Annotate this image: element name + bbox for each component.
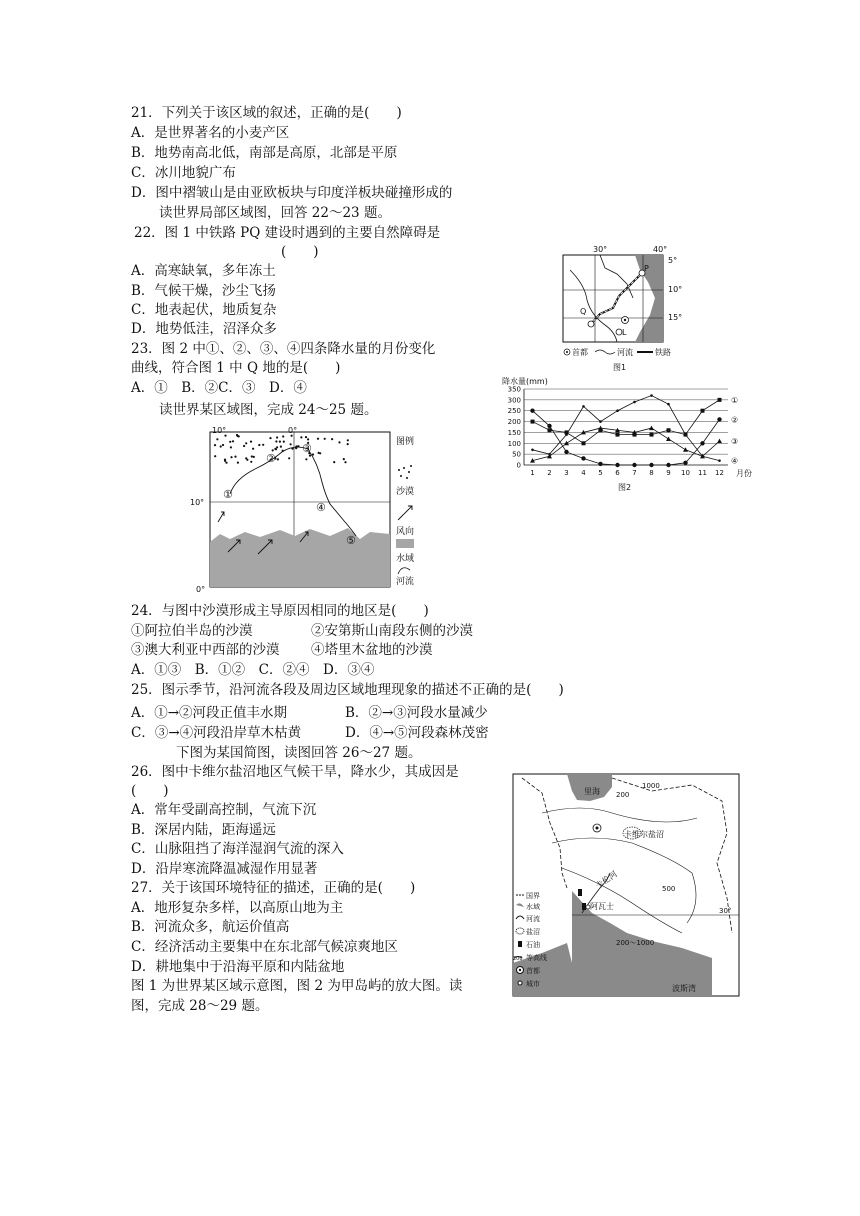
data-point (531, 449, 534, 452)
legend-rail: 铁路 (655, 348, 671, 357)
q26-stem: 26．图中卡维尔盐沼地区气候干旱，降水少，其成因是 (131, 764, 459, 780)
legend-contour-value: 200 (513, 956, 523, 962)
data-point (582, 441, 586, 445)
q27-stem: 27．关于该国环境特征的描述，正确的是( ) (131, 880, 416, 896)
data-point (649, 463, 653, 467)
q22-stem: 22．图 1 中铁路 PQ 建设时遇到的主要自然障碍是 (134, 225, 441, 241)
q24-item-4: ④塔里木盆地的沙漠 (311, 642, 433, 658)
legend-capital: 首都 (572, 348, 588, 357)
legend-desert-icon (398, 465, 412, 479)
x-tick-label: 8 (649, 469, 654, 477)
lon-10-label: 10° (212, 426, 227, 435)
data-point (582, 405, 585, 408)
intro-28-29-line1: 图 1 为世界某区域示意图，图 2 为甲岛屿的放大图。读 (131, 978, 463, 994)
data-point (632, 463, 636, 467)
q22-paren: ( ) (281, 244, 319, 260)
lon-30-label: 30° (593, 245, 608, 254)
data-point (598, 426, 603, 431)
national-border (522, 778, 732, 933)
q25-option-a: A．①→②河段正值丰水期 (131, 705, 288, 721)
label-l: L (622, 328, 627, 337)
x-tick-label: 2 (547, 469, 552, 477)
data-point (599, 420, 602, 423)
x-tick-label: 9 (666, 469, 671, 477)
point-q (588, 321, 594, 327)
data-point (548, 428, 552, 432)
q26-option-d: D．沿岸寒流降温减湿作用显著 (131, 861, 318, 877)
legend-river: 河流 (526, 915, 540, 923)
data-point (701, 455, 704, 458)
y-tick-label: 50 (512, 450, 521, 459)
map-q24-25 (190, 424, 425, 596)
data-point (650, 433, 654, 437)
data-point (598, 462, 602, 466)
x-tick-label: 12 (715, 469, 724, 477)
figure-2-chart (500, 373, 770, 495)
legend-water-icon (516, 903, 524, 907)
y-tick-label: 300 (507, 396, 521, 405)
legend-salt-icon (516, 928, 524, 934)
x-tick-label: 11 (698, 469, 707, 477)
data-point (666, 463, 670, 467)
intro-28-29-line2: 图，完成 28～29 题。 (131, 998, 269, 1014)
legend-title: 图例 (396, 437, 415, 447)
lat-5-label: 5° (668, 256, 678, 265)
q21-stem: 21．下列关于该区域的叙述，正确的是( ) (131, 105, 402, 121)
data-point (616, 433, 620, 437)
legend-city-icon (518, 981, 522, 985)
q27-option-a: A．地形复杂多样，以高原山地为主 (131, 900, 344, 916)
legend-desert: 沙漠 (396, 487, 415, 497)
q26-option-a: A．常年受副高控制，气流下沉 (131, 802, 317, 818)
data-point (683, 461, 687, 465)
data-point (666, 436, 671, 441)
series-line (533, 411, 720, 465)
legend-wind: 风向 (396, 527, 415, 537)
map-q26-27 (512, 773, 740, 997)
q25-option-c: C．③→④河段沿岸草木枯黄 (131, 725, 302, 741)
label-caspian: 里海 (584, 787, 600, 796)
legend-water: 水域 (396, 554, 415, 564)
contour-1000: 1000 (642, 782, 660, 790)
lon-0-label: 0° (288, 426, 298, 435)
x-tick-label: 7 (632, 469, 637, 477)
legend-contour: 等高线 (526, 954, 547, 962)
data-point (684, 433, 687, 436)
q26-option-c: C．山脉阻挡了海洋湿润气流的深入 (131, 841, 344, 857)
data-point (531, 420, 535, 424)
legend-border: 国界 (526, 892, 540, 900)
figure-2-caption: 图2 (618, 483, 632, 492)
data-point (683, 447, 688, 452)
data-point (717, 439, 722, 444)
data-point (650, 394, 653, 397)
series-label: ① (731, 395, 739, 405)
y-tick-label: 200 (507, 418, 521, 427)
data-point (701, 409, 705, 413)
data-point (717, 417, 721, 421)
y-tick-label: 350 (507, 385, 521, 394)
legend-river: 河流 (396, 577, 415, 587)
q24-options: A．①③ B．①② C．②④ D．③④ (131, 662, 375, 678)
river-path (230, 447, 356, 536)
y-tick-label: 250 (507, 407, 521, 416)
data-point (700, 441, 704, 445)
label-q: Q (580, 307, 587, 316)
y-axis-label: 降水量(mm) (502, 377, 548, 386)
data-point (564, 450, 568, 454)
q26-option-b: B．深居内陆，距海遥远 (131, 822, 276, 838)
data-point (564, 441, 569, 446)
label-karun: 卡伦河 (593, 869, 619, 891)
q22-option-c: C．地表起伏，地质复杂 (131, 302, 277, 318)
river-line (570, 270, 617, 342)
q23-options: A．① B．②C．③ D．④ (131, 380, 307, 396)
data-point (565, 433, 568, 436)
legend-water: 水域 (526, 903, 540, 911)
series-label: ④ (731, 456, 739, 466)
contour-lines (542, 808, 697, 933)
marker-3: ③ (302, 442, 312, 455)
q26-paren: ( ) (131, 783, 169, 799)
marker-2: ② (266, 452, 276, 465)
marker-1: ① (223, 488, 233, 501)
sea-water (635, 255, 663, 342)
data-point (649, 426, 654, 431)
q21-option-d: D．图中褶皱山是由亚欧板块与印度洋板块碰撞形成的 (131, 185, 453, 201)
data-point (548, 453, 551, 456)
q24-item-2: ②安第斯山南段东侧的沙漠 (311, 623, 473, 639)
country-border (600, 255, 633, 298)
legend-river-icon (516, 916, 524, 919)
oil-symbol (578, 889, 582, 896)
q23-stem-line2: 曲线，符合图 1 中 Q 地的是( ) (131, 360, 341, 376)
series-label: ③ (731, 437, 739, 447)
x-tick-label: 10 (681, 469, 690, 477)
q27-option-b: B．河流众多，航运价值高 (131, 919, 290, 935)
q24-item-1: ①阿拉伯半岛的沙漠 (131, 623, 253, 639)
q25-option-b: B．②→③河段水量减少 (345, 705, 488, 721)
data-point (718, 398, 722, 402)
q21-option-a: A．是世界著名的小麦产区 (131, 125, 290, 141)
contour-200: 200 (616, 791, 630, 799)
q22-option-a: A．高寒缺氧，多年冻土 (131, 263, 276, 279)
series-label: ② (731, 415, 739, 425)
contour-range: 200～1000 (616, 939, 655, 947)
q25-option-d: D．④→⑤河段森林茂密 (345, 725, 489, 741)
q23-stem-line1: 23．图 2 中①、②、③、④四条降水量的月份变化 (131, 341, 436, 357)
data-point (615, 463, 619, 467)
x-tick-label: 5 (598, 469, 603, 477)
legend-river-icon (398, 568, 410, 574)
figure-1-caption: 图1 (613, 363, 627, 372)
q22-option-b: B．气候干燥，沙尘飞扬 (131, 283, 276, 299)
label-ahvaz: 阿瓦士 (590, 902, 614, 911)
intro-22-23: 读世界局部区域图，回答 22～23 题。 (159, 205, 391, 221)
y-tick-label: 100 (507, 439, 521, 448)
marker-5: ⑤ (346, 534, 356, 547)
intro-24-25: 读世界某区域图，完成 24～25 题。 (159, 402, 378, 418)
x-tick-label: 1 (530, 469, 535, 477)
data-point (633, 401, 636, 404)
legend-river-icon (595, 350, 615, 354)
data-point (581, 456, 585, 460)
data-point (667, 403, 670, 406)
series-line (533, 396, 720, 461)
label-p: P (644, 264, 649, 273)
q25-stem: 25．图示季节，沿河流各段及周边区域地理现象的描述不正确的是( ) (131, 682, 564, 698)
x-tick-label: 6 (615, 469, 620, 477)
legend-capital: 首都 (526, 967, 540, 975)
railway-pq (590, 273, 642, 325)
data-point (547, 424, 551, 428)
legend-oil: 石油 (526, 941, 540, 949)
q24-stem: 24．与图中沙漠形成主导原因相同的地区是( ) (131, 603, 429, 619)
legend-oil-icon (518, 941, 522, 947)
lat-10-label: 10° (190, 498, 205, 507)
contour-500: 500 (662, 885, 676, 893)
desert-pattern (214, 434, 349, 464)
marker-4: ④ (316, 501, 326, 514)
legend-water-icon (396, 539, 414, 548)
label-kavir: 卡维尔盐沼 (624, 830, 664, 839)
q24-item-3: ③澳大利亚中西部的沙漠 (131, 642, 280, 658)
data-point (667, 428, 671, 432)
lat-15-label: 15° (668, 313, 683, 322)
legend-salt: 盐沼 (526, 928, 540, 936)
data-point (616, 409, 619, 412)
y-tick-label: 0 (516, 461, 521, 470)
figure-1-map (555, 240, 705, 375)
lon-40-label: 40° (653, 245, 668, 254)
legend-city: 城市 (526, 980, 540, 988)
q22-option-d: D．地势低洼，沼泽众多 (131, 321, 277, 337)
label-persian-gulf: 波斯湾 (672, 984, 696, 993)
lat-10-label: 10° (668, 285, 683, 294)
legend-river: 河流 (617, 348, 633, 357)
q27-option-c: C．经济活动主要集中在东北部气候凉爽地区 (131, 939, 398, 955)
q21-option-c: C．冰川地貌广布 (131, 165, 236, 181)
data-point (718, 459, 721, 462)
data-point (530, 409, 534, 413)
q27-option-d: D．耕地集中于沿海平原和内陆盆地 (131, 959, 345, 975)
water-body (210, 528, 390, 587)
intro-26-27: 下图为某国简图，读图回答 26～27 题。 (176, 745, 422, 761)
x-tick-label: 3 (564, 469, 569, 477)
x-axis-label: 月份 (736, 469, 752, 478)
lat-30-label: 30° (719, 907, 732, 915)
legend-wind-icon (398, 506, 412, 520)
y-tick-label: 150 (507, 428, 521, 437)
x-tick-label: 4 (581, 469, 586, 477)
lat-0-label: 0° (196, 585, 206, 594)
q21-option-b: B．地势南高北低，南部是高原，北部是平原 (131, 145, 398, 161)
